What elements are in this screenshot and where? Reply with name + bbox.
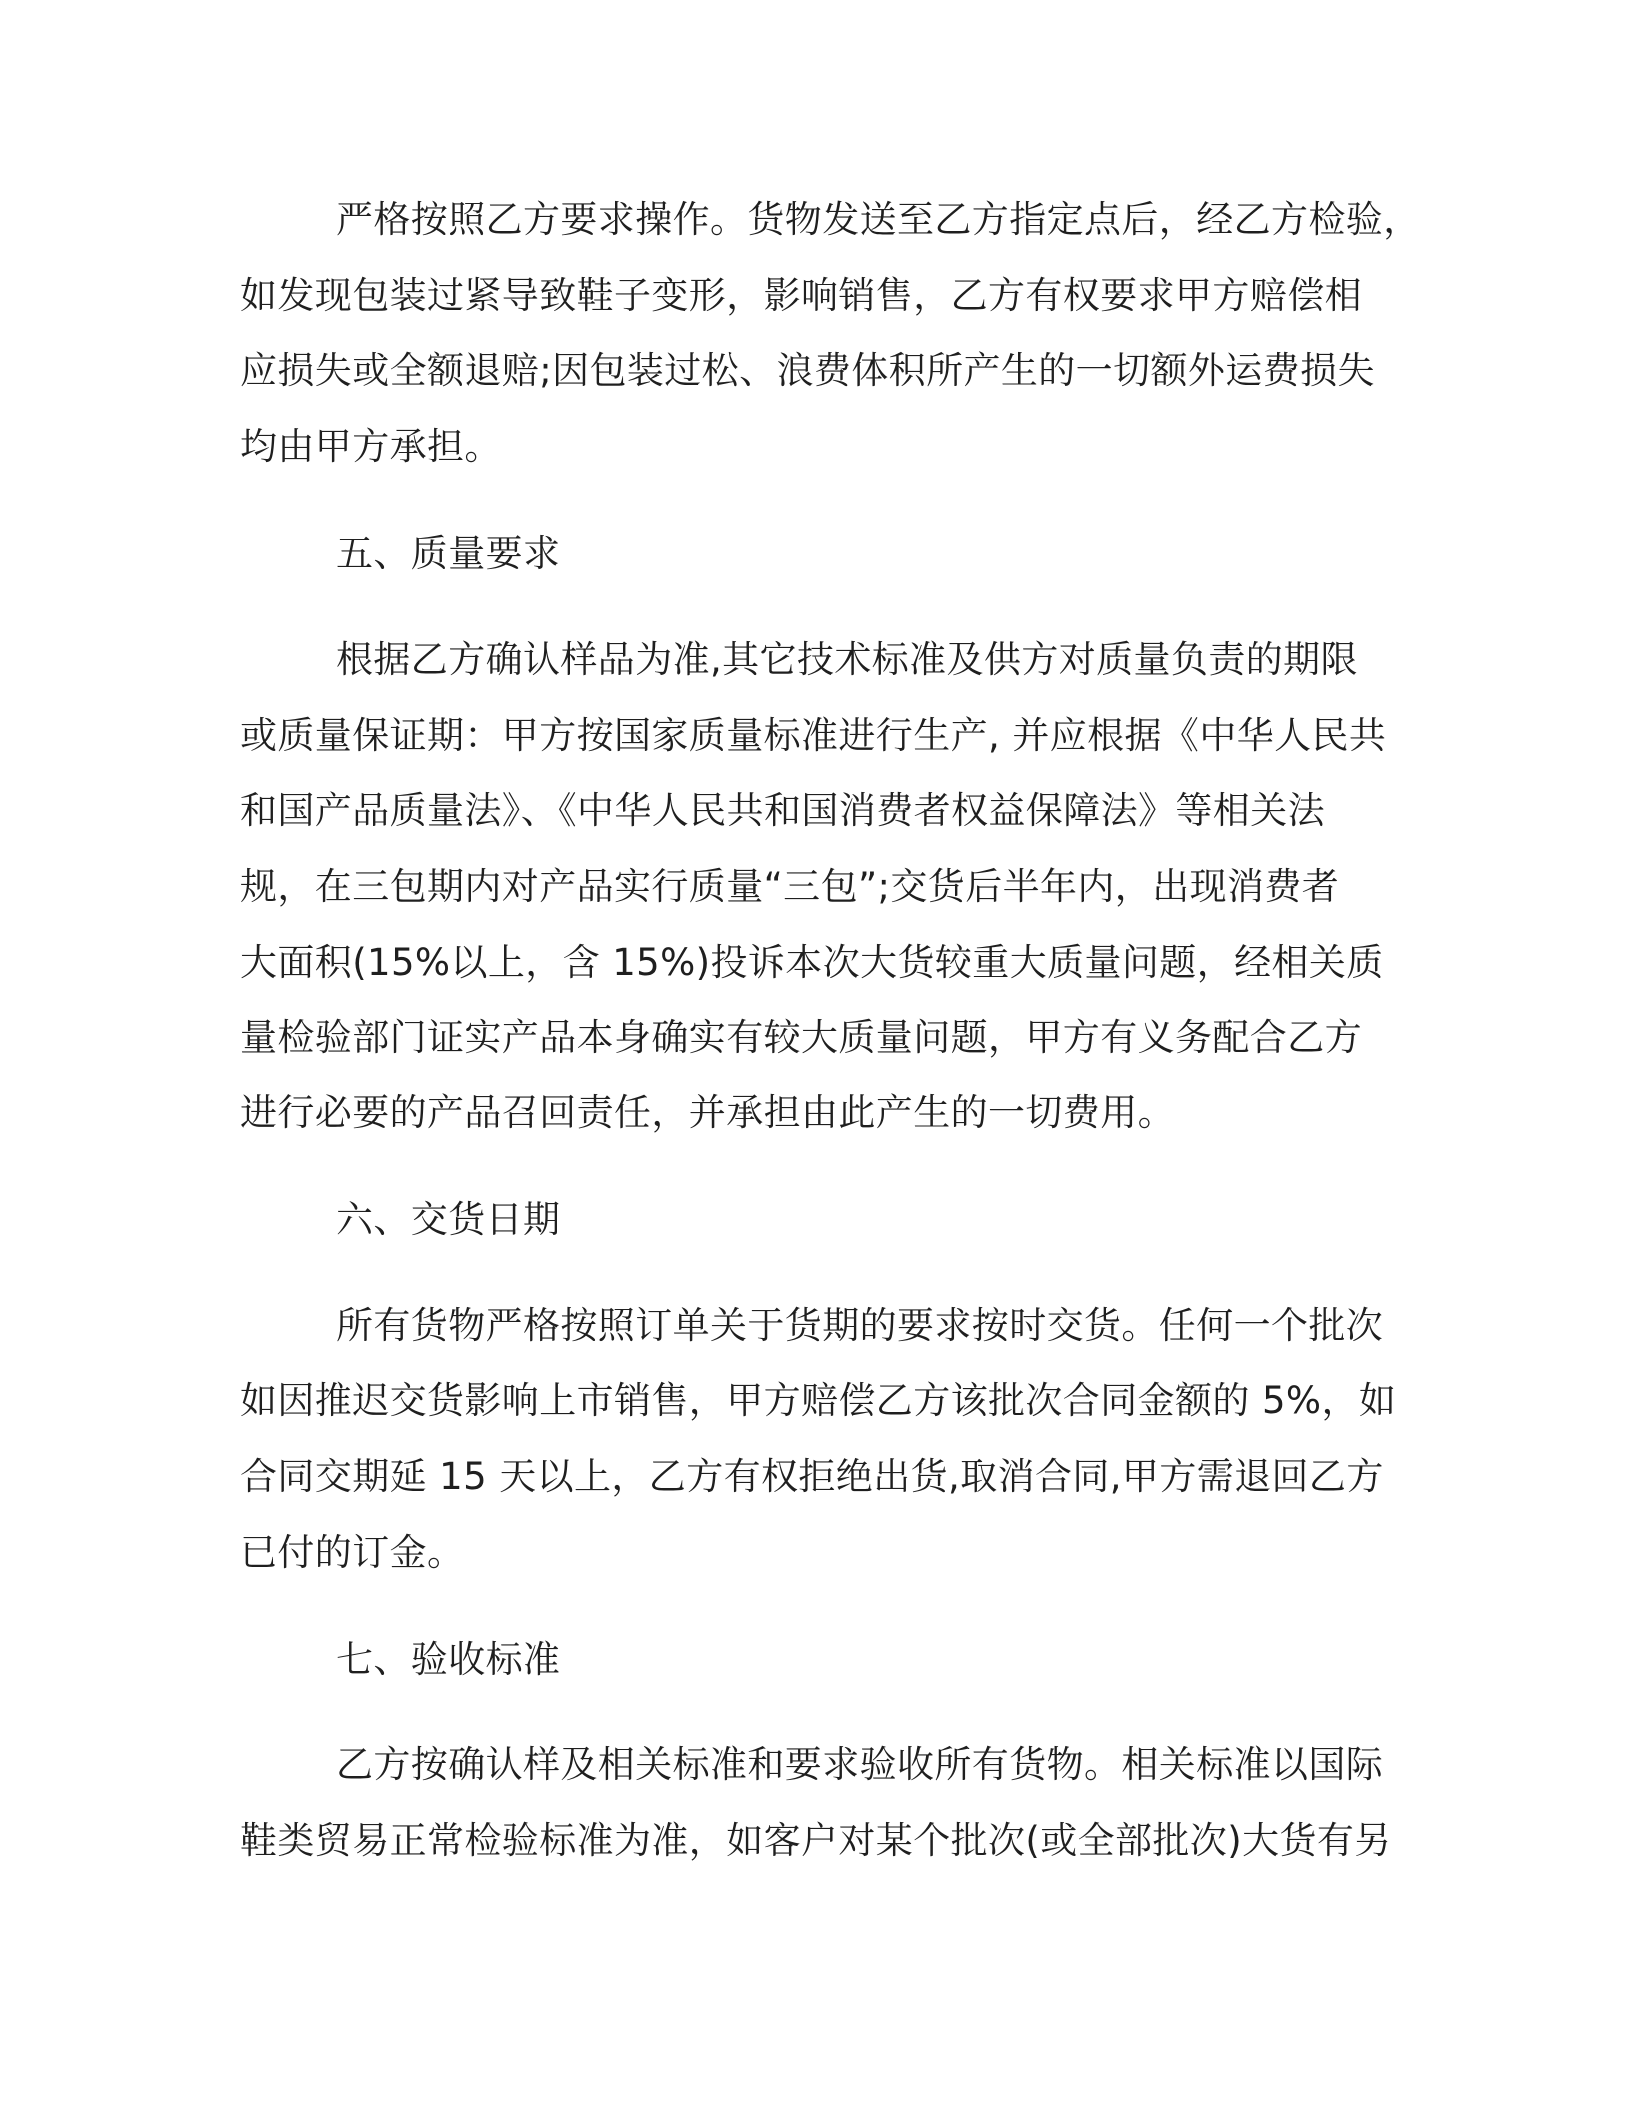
paragraph-line: 如因推迟交货影响上市销售，甲方赔偿乙方该批次合同金额的 5%，如 [240, 1379, 1397, 1422]
paragraph-line: 规，在三包期内对产品实行质量“三包”;交货后半年内，出现消费者 [240, 865, 1340, 908]
paragraph-line: 鞋类贸易正常检验标准为准，如客户对某个批次(或全部批次)大货有另 [240, 1819, 1392, 1862]
section-heading-quality: 五、质量要求 [336, 532, 561, 575]
paragraph-line: 应损失或全额退赔;因包装过松、浪费体积所产生的一切额外运费损失 [240, 349, 1375, 392]
paragraph-line: 大面积(15%以上，含 15%)投诉本次大货较重大质量问题，经相关质 [240, 941, 1384, 984]
paragraph-line: 根据乙方确认样品为准,其它技术标准及供方对质量负责的期限 [336, 638, 1358, 681]
paragraph-line: 进行必要的产品召回责任，并承担由此产生的一切费用。 [240, 1091, 1175, 1134]
paragraph-line: 或质量保证期：甲方按国家质量标准进行生产, 并应根据《中华人民共 [240, 714, 1387, 757]
paragraph-line: 严格按照乙方要求操作。货物发送至乙方指定点后，经乙方检验， [336, 198, 1421, 241]
paragraph-line: 合同交期延 15 天以上，乙方有权拒绝出货,取消合同,甲方需退回乙方 [240, 1455, 1384, 1498]
section-heading-delivery-date: 六、交货日期 [336, 1198, 561, 1241]
paragraph-line: 如发现包装过紧导致鞋子变形，影响销售，乙方有权要求甲方赔偿相 [240, 274, 1362, 317]
paragraph-line: 乙方按确认样及相关标准和要求验收所有货物。相关标准以国际 [336, 1743, 1384, 1786]
paragraph-line: 量检验部门证实产品本身确实有较大质量问题，甲方有义务配合乙方 [240, 1016, 1362, 1059]
paragraph-line: 所有货物严格按照订单关于货期的要求按时交货。任何一个批次 [336, 1304, 1384, 1347]
paragraph-line: 已付的订金。 [240, 1531, 465, 1574]
section-heading-acceptance-standard: 七、验收标准 [336, 1638, 561, 1681]
paragraph-line: 和国产品质量法》、《中华人民共和国消费者权益保障法》等相关法 [240, 789, 1325, 832]
paragraph-line: 均由甲方承担。 [240, 425, 502, 468]
